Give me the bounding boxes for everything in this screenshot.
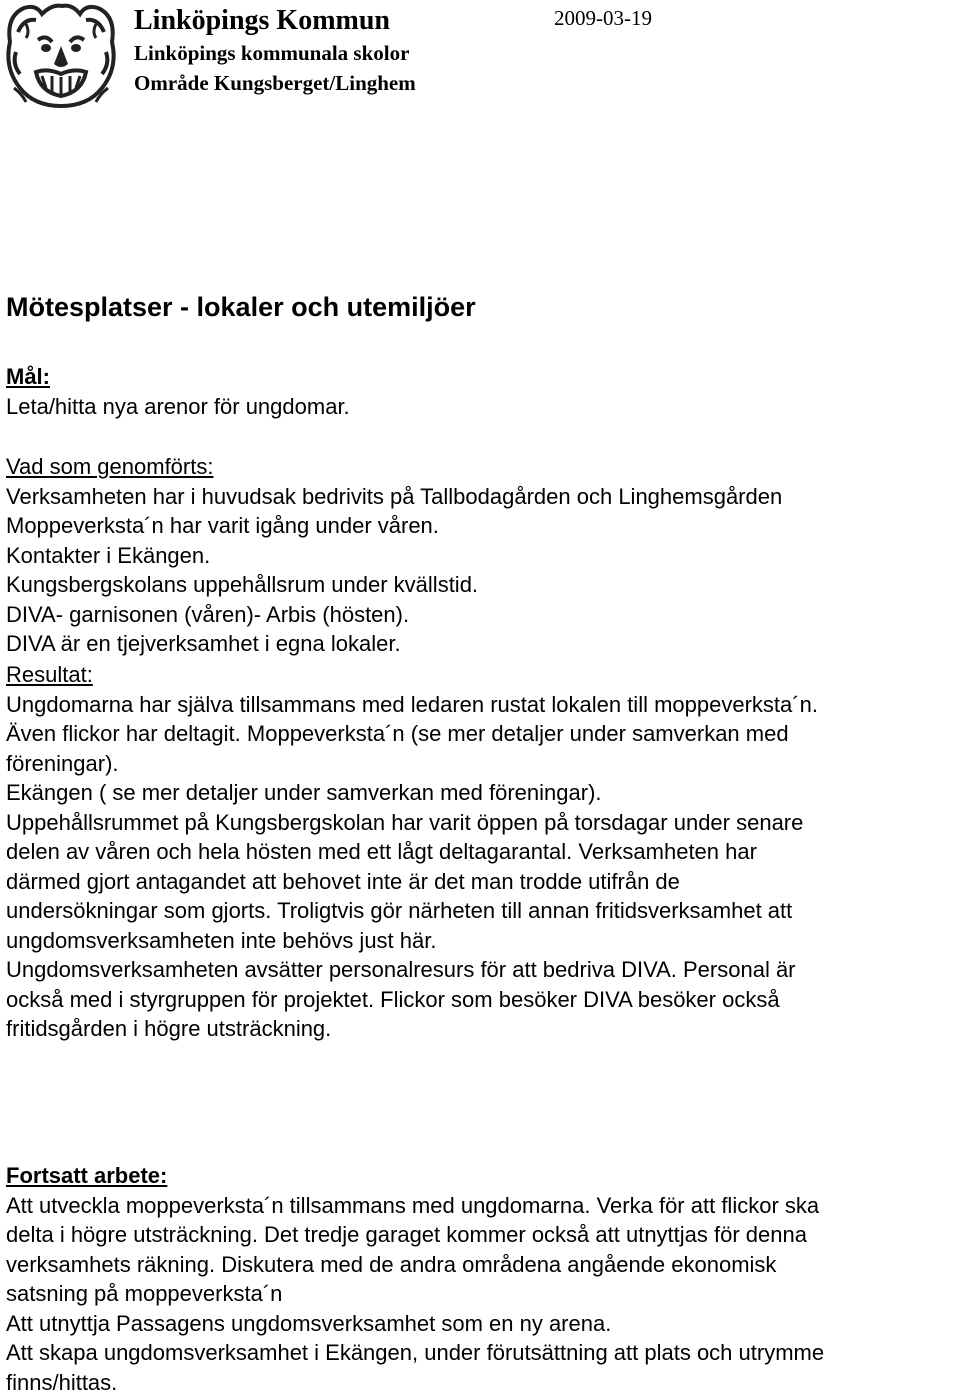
page-title: Mötesplatser - lokaler och utemiljöer	[6, 290, 476, 324]
done-section	[6, 452, 956, 659]
result-line: därmed gjort antagandet att behovet inte är det man trodde utifrån de	[6, 867, 956, 897]
goal-text: Leta/hitta nya arenor för ungdomar.	[6, 392, 956, 422]
continued-line: delta i högre utsträckning. Det tredje garaget kommer också att utnyttjas för denna	[6, 1220, 956, 1250]
continued-line: Att utveckla moppeverksta´n tillsammans med ungdomarna. Verka för att flickor ska	[6, 1191, 956, 1221]
result-line: Ungdomarna har själva tillsammans med ledaren rustat lokalen till moppeverksta´n.	[6, 690, 956, 720]
result-line: ungdomsverksamheten inte behövs just här.	[6, 926, 956, 956]
result-line: Uppehållsrummet på Kungsbergskolan har varit öppen på torsdagar under senare	[6, 808, 956, 838]
goal-section	[6, 362, 956, 421]
continued-line: finns/hittas.	[6, 1368, 956, 1397]
done-label: Vad som genomförts:	[6, 454, 213, 479]
goal-label: Mål:	[6, 364, 50, 389]
result-line: föreningar).	[6, 749, 956, 779]
document-date: 2009-03-19	[554, 6, 652, 31]
continued-section	[6, 1161, 956, 1397]
organization-name: Linköpings Kommun	[134, 4, 416, 38]
result-line: Även flickor har deltagit. Moppeverksta´n (se mer detaljer under samverkan med	[6, 719, 956, 749]
result-label: Resultat:	[6, 662, 93, 687]
done-line: DIVA- garnisonen (våren)- Arbis (hösten).	[6, 600, 956, 630]
organization-block	[134, 4, 416, 98]
done-line: Verksamheten har i huvudsak bedrivits på Tallbodagården och Linghemsgården	[6, 482, 956, 512]
result-line: Ungdomsverksamheten avsätter personalresurs för att bedriva DIVA. Personal är	[6, 955, 956, 985]
continued-label: Fortsatt arbete:	[6, 1163, 167, 1188]
result-line: delen av våren och hela hösten med ett lågt deltagarantal. Verksamheten har	[6, 837, 956, 867]
result-line: också med i styrgruppen för projektet. Flickor som besöker DIVA besöker också	[6, 985, 956, 1015]
result-line: Ekängen ( se mer detaljer under samverkan med föreningar).	[6, 778, 956, 808]
result-line: undersökningar som gjorts. Troligtvis gör närheten till annan fritidsverksamhet att	[6, 896, 956, 926]
continued-line: satsning på moppeverksta´n	[6, 1279, 956, 1309]
done-line: Moppeverksta´n har varit igång under våren.	[6, 511, 956, 541]
organization-area: Område Kungsberget/Linghem	[134, 68, 416, 98]
organization-subunit: Linköpings kommunala skolor	[134, 38, 416, 68]
done-line: Kontakter i Ekängen.	[6, 541, 956, 571]
done-line: Kungsbergskolans uppehållsrum under kvällstid.	[6, 570, 956, 600]
continued-line: Att utnyttja Passagens ungdomsverksamhet som en ny arena.	[6, 1309, 956, 1339]
result-line: fritidsgården i högre utsträckning.	[6, 1014, 956, 1044]
continued-line: verksamhets räkning. Diskutera med de andra områdena angående ekonomisk	[6, 1250, 956, 1280]
document-header	[0, 0, 960, 110]
result-section	[6, 660, 956, 1044]
lion-crest-logo-icon	[2, 2, 120, 108]
done-line: DIVA är en tjejverksamhet i egna lokaler.	[6, 629, 956, 659]
continued-line: Att skapa ungdomsverksamhet i Ekängen, under förutsättning att plats och utrymme	[6, 1338, 956, 1368]
